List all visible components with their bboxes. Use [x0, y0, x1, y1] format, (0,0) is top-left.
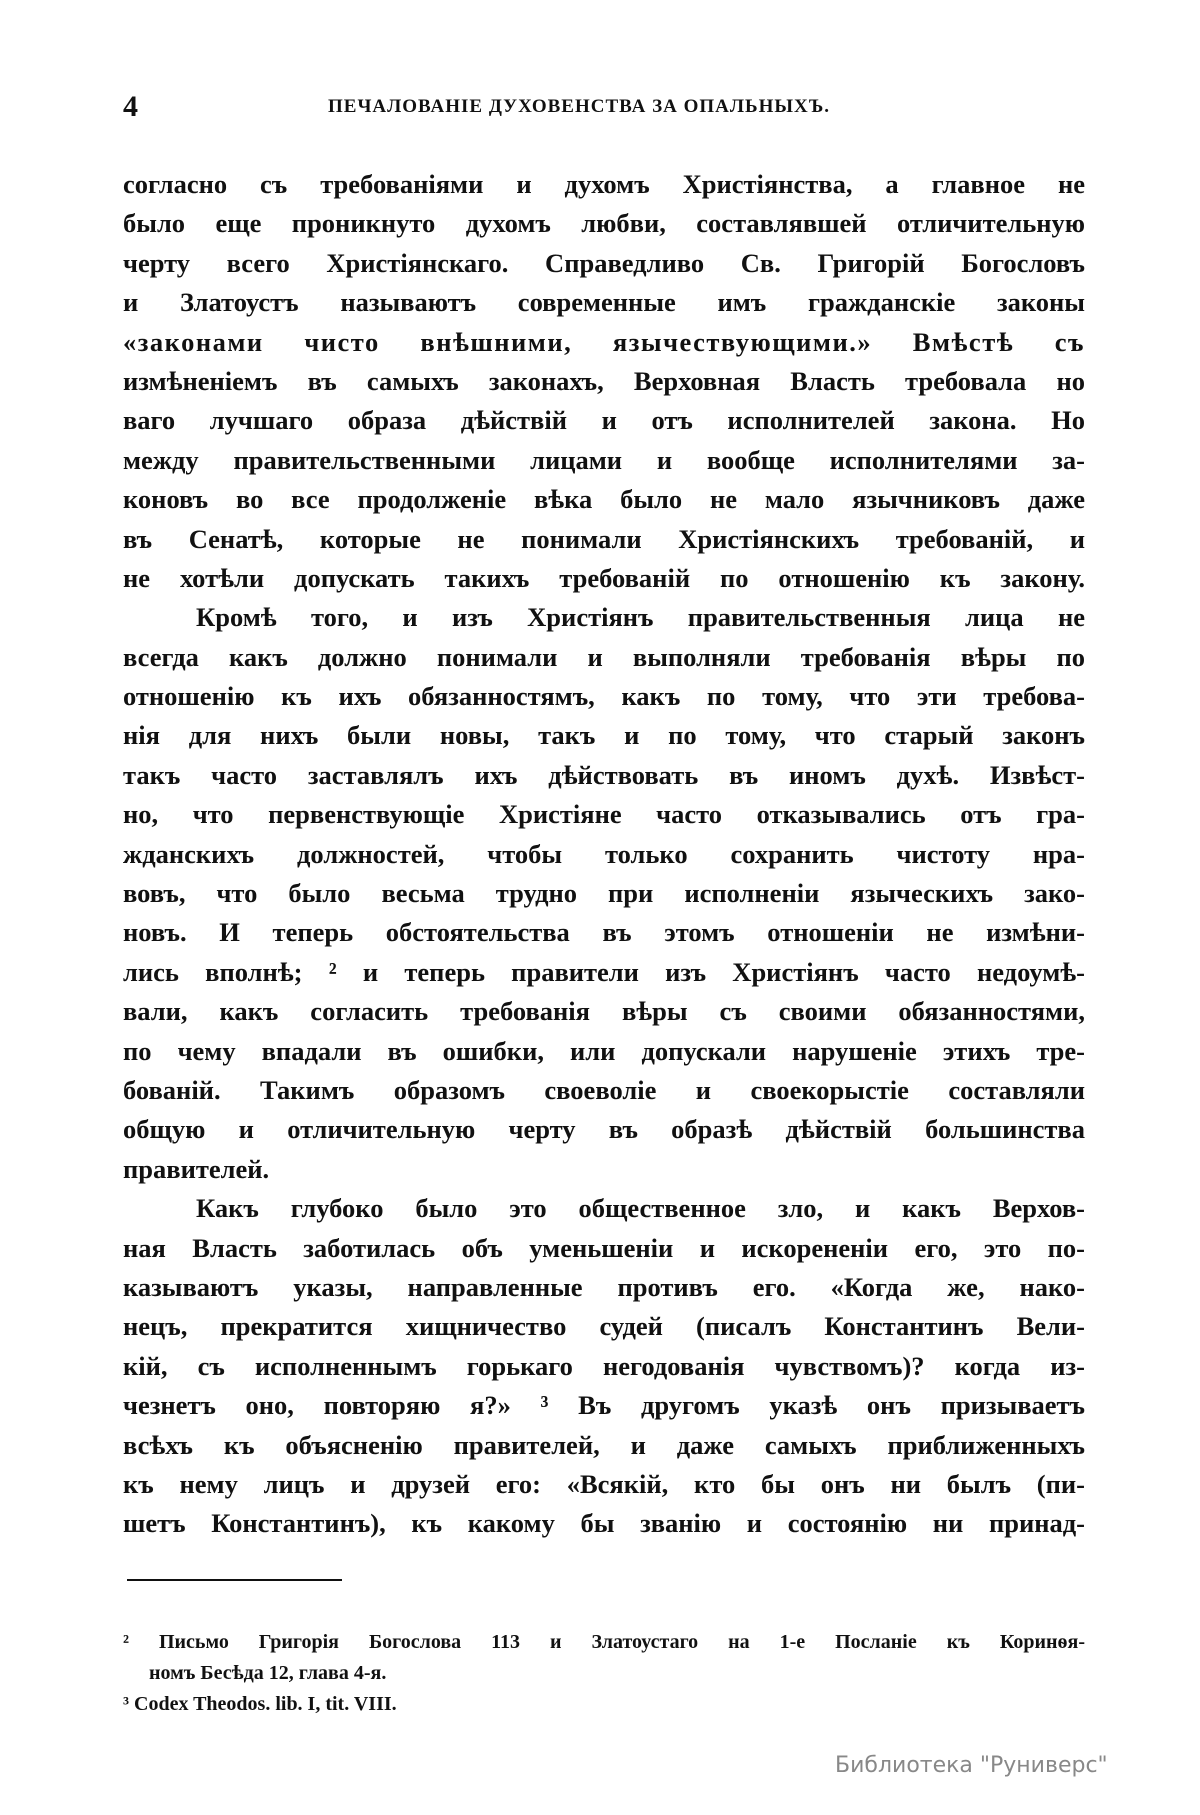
text-line: бованій. Такимъ образомъ своеволіе и своекорыстіе составляли [123, 1074, 1085, 1105]
text-line: вовъ, что было весьма трудно при исполненіи языческихъ зако- [123, 878, 1085, 909]
page-number: 4 [123, 90, 138, 123]
text-line: такъ часто заставлялъ ихъ дѣйствовать въ иномъ духѣ. Извѣст- [123, 759, 1085, 790]
text-line: кій, съ исполненнымъ горькаго негодованія чувствомъ)? когда из- [123, 1350, 1085, 1381]
text-line: нія для нихъ были новы, такъ и по тому, что старый законъ [123, 720, 1085, 751]
text-line: ная Власть заботилась объ уменьшеніи и искорененіи его, это по- [123, 1232, 1085, 1263]
footnote [123, 1689, 1085, 1720]
text-line: чезнетъ оно, повторяю я?» ³ Въ другомъ указѣ онъ призываетъ [123, 1390, 1085, 1421]
text-line: «законами чисто внѣшними, язычествующими.» Вмѣстѣ съ [123, 326, 1085, 357]
text-line: отношенію къ ихъ обязанностямъ, какъ по тому, что эти требова- [123, 681, 1085, 712]
footnote [123, 1627, 1085, 1689]
text-line: лись вполнѣ; ² и теперь правители изъ Христіянъ часто недоумѣ- [123, 956, 1085, 987]
paragraph [123, 1189, 1085, 1544]
footnote-divider [127, 1579, 342, 1581]
paragraph [123, 165, 1085, 598]
text-line: измѣненіемъ въ самыхъ законахъ, Верховная Власть требовала но [123, 365, 1085, 396]
text-line: но, что первенствующіе Христіяне часто отказывались отъ гра- [123, 799, 1085, 830]
text-line: не хотѣли допускать такихъ требованій по отношенію къ закону. [123, 562, 1085, 593]
footnote-line: номъ Бесѣда 12, глава 4-я. [149, 1662, 387, 1684]
text-line: Какъ глубоко было это общественное зло, и какъ Верхов- [196, 1193, 1085, 1224]
text-line: казываютъ указы, направленные противъ его. «Когда же, нако- [123, 1271, 1085, 1302]
text-line: въ Сенатѣ, которые не понимали Христіянскихъ требованій, и [123, 523, 1085, 554]
text-line: между правительственными лицами и вообще исполнителями за- [123, 444, 1085, 475]
text-line: шетъ Константинъ), къ какому бы званію и состоянію ни принад- [123, 1508, 1085, 1539]
text-line: всѣхъ къ объясненію правителей, и даже самыхъ приближенныхъ [123, 1429, 1085, 1460]
text-line: Кромѣ того, и изъ Христіянъ правительственныя лица не [196, 602, 1085, 633]
text-line: коновъ во все продолженіе вѣка было не мало язычниковъ даже [123, 484, 1085, 515]
footnote-line: ² Письмо Григорія Богослова 113 и Златоустаго на 1-е Посланіе къ Коринѳя- [123, 1631, 1085, 1653]
text-line: новъ. И теперь обстоятельства въ этомъ отношеніи не измѣни- [123, 917, 1085, 948]
text-line: вали, какъ согласить требованія вѣры съ своими обязанностями, [123, 996, 1085, 1027]
text-line: и Златоустъ называютъ современные имъ гражданскіе законы [123, 287, 1085, 318]
text-line: было еще проникнуто духомъ любви, составлявшей отличительную [123, 208, 1085, 239]
text-line: черту всего Христіянскаго. Справедливо Св. Григорій Богословъ [123, 247, 1085, 278]
text-line: по чему впадали въ ошибки, или допускали нарушеніе этихъ тре- [123, 1035, 1085, 1066]
library-watermark: Библиотека "Руниверс" [835, 1753, 1108, 1778]
page-header [123, 90, 1085, 126]
text-line: нецъ, прекратится хищничество судей (писалъ Константинъ Вели- [123, 1311, 1085, 1342]
running-title: ПЕЧАЛОВАНІЕ ДУХОВЕНСТВА ЗА ОПАЛЬНЫХЪ. [328, 96, 831, 117]
body-text [123, 165, 1085, 1544]
text-line: общую и отличительную черту въ образѣ дѣйствій большинства [123, 1114, 1085, 1145]
text-line: къ нему лицъ и друзей его: «Всякій, кто бы онъ ни былъ (пи- [123, 1468, 1085, 1499]
paragraph [123, 598, 1085, 1189]
text-line: ваго лучшаго образа дѣйствій и отъ исполнителей закона. Но [123, 405, 1085, 436]
text-line: всегда какъ должно понимали и выполняли требованія вѣры по [123, 641, 1085, 672]
text-line: согласно съ требованіями и духомъ Христіянства, а главное не [123, 169, 1085, 199]
footnotes [123, 1627, 1085, 1720]
text-line: правителей. [123, 1153, 270, 1184]
footnote-line: ³ Codex Theodos. lib. I, tit. VIII. [123, 1693, 397, 1715]
text-line: жданскихъ должностей, чтобы только сохранить чистоту нра- [123, 838, 1085, 869]
